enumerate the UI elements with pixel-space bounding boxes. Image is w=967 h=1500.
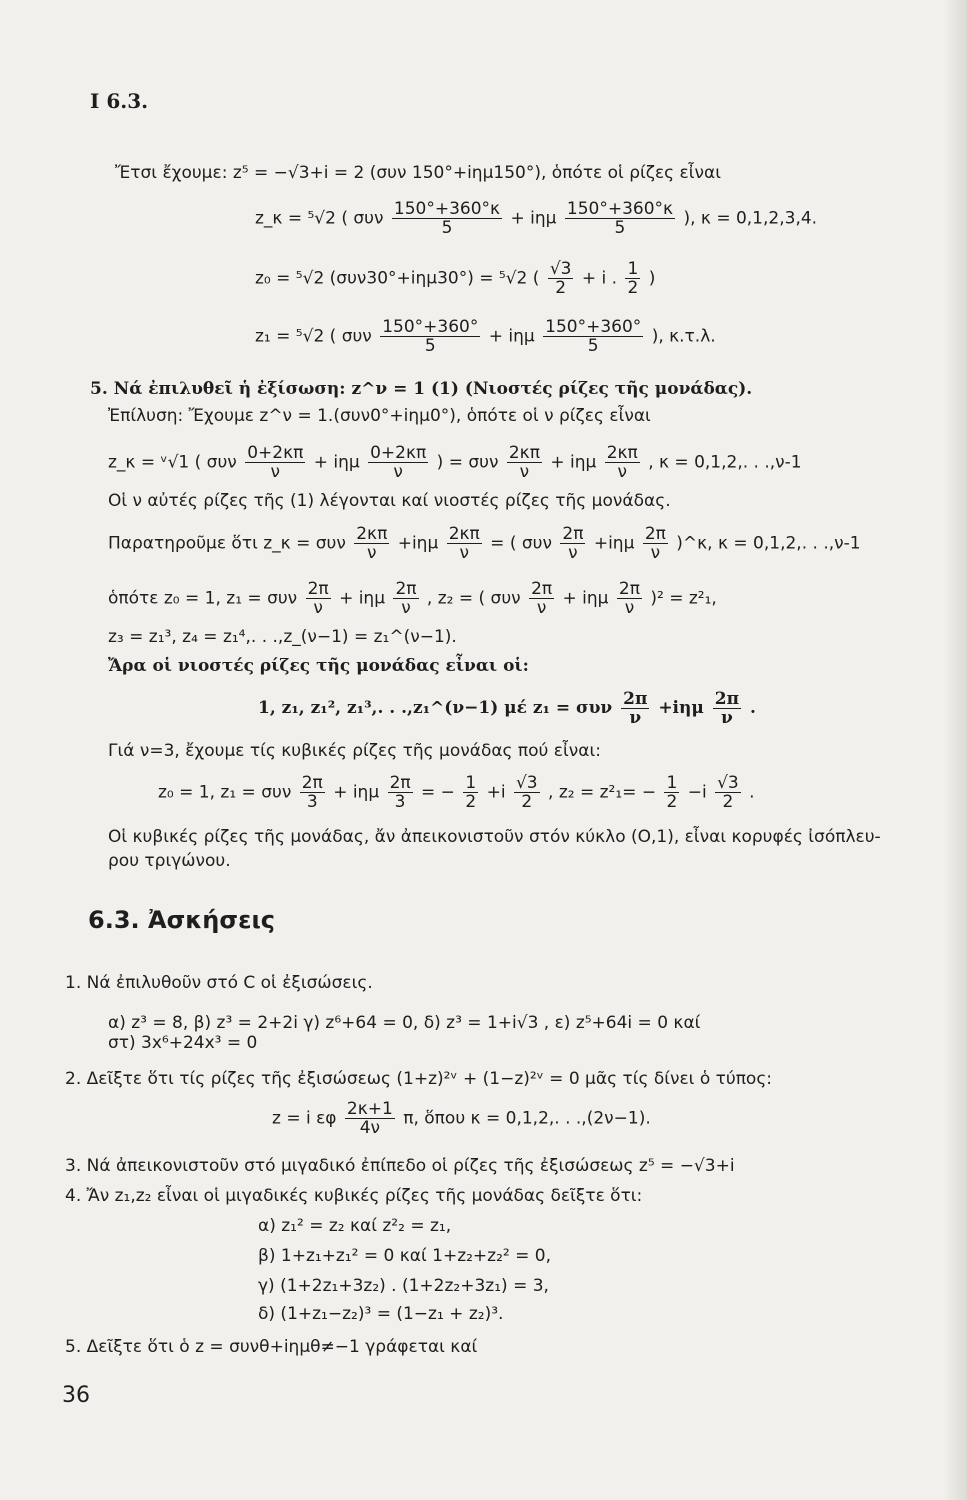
exercises-heading: 6.3. Ἀσκήσεις [88,906,276,934]
exercise-3: 3. Νά ἀπεικονιστοῦν στό μιγαδικό ἐπίπεδο οἱ ρίζες τῆς ἐξισώσεως z⁵ = −√3+i [65,1156,735,1176]
fraction [507,444,542,481]
formula-text: z₀ = 1, z₁ = συν [158,782,292,803]
numerator: √3 [515,773,538,793]
fraction [529,580,554,617]
fraction [625,260,640,297]
numerator: 2π [395,579,417,599]
denominator: 2 [555,278,567,298]
numerator: 1 [465,773,477,793]
numerator: 150°+360°κ [393,199,501,219]
formula-text: + iημ [313,452,360,473]
numerator: 2π [714,689,740,709]
fraction [393,580,418,617]
fraction [368,444,428,481]
triangle-remark-1: Οἱ κυβικές ρίζες τῆς μονάδας, ἄν ἀπεικονιστοῦν στόν κύκλο (Ο,1), εἶναι κορυφές ἰσόπλευ- [108,827,881,847]
formula-text: z₁ = ⁵√2 ( συν [255,326,372,347]
fraction [560,525,585,562]
exercise-1-parts: α) z³ = 8, β) z³ = 2+2i γ) z⁶+64 = 0, δ) z³ = 1+i√3 , ε) z⁵+64i = 0 καί [108,1013,701,1033]
fraction [354,525,389,562]
formula-text: +iημ [397,533,439,554]
formula-text: + iημ [488,326,535,347]
numerator: 2κπ [508,443,540,463]
roots-list [258,690,756,727]
exercise-1-part-st: στ) 3x⁶+24x³ = 0 [108,1033,258,1053]
formula-text: , z₂ = ( συν [426,588,521,609]
fraction [715,774,741,811]
formula-text: )^κ, κ = 0,1,2,. . .,ν-1 [676,533,861,554]
fraction [664,774,679,811]
denominator: ν [401,598,411,618]
numerator: 2π [644,524,666,544]
formula-text: + iημ [333,782,380,803]
exercise-4-c: γ) (1+2z₁+3z₂) . (1+2z₂+3z₁) = 3, [258,1276,549,1296]
exercise-4: 4. Ἄν z₁,z₂ εἶναι οἱ μιγαδικές κυβικές ρίζες τῆς μονάδας δεῖξτε ὅτι: [65,1186,643,1206]
denominator: ν [367,543,377,563]
formula-text: z_κ = ⁵√2 ( συν [255,208,384,229]
example-formula-z1 [255,318,716,355]
denominator: 5 [441,218,453,238]
denominator: ν [568,543,578,563]
denominator: 3 [394,792,406,812]
fraction [543,318,643,355]
exercise-4-d: δ) (1+z₁−z₂)³ = (1−z₁ + z₂)³. [258,1304,504,1324]
observation-formula [108,525,861,562]
exercise-2: 2. Δεῖξτε ὅτι τίς ρίζες τῆς ἐξισώσεως (1+z)²ᵛ + (1−z)²ᵛ = 0 μᾶς τίς δίνει ὁ τύπος: [65,1069,773,1089]
formula-text: )² = z²₁, [650,588,717,609]
denominator: 2 [465,792,477,812]
denominator: 3 [306,792,318,812]
denominator: ν [459,543,469,563]
formula-text: +i [486,782,506,803]
fraction [617,580,642,617]
fraction [605,444,640,481]
powers-formula [108,580,717,617]
fraction [380,318,480,355]
formula-text: + i . [581,268,618,289]
fraction [643,525,668,562]
page-edge-shadow [943,0,967,1500]
cubic-roots-intro: Γιά ν=3, ἔχουμε τίς κυβικές ρίζες τῆς μονάδας πού εἶναι: [108,741,601,761]
formula-text: + iημ [550,452,597,473]
formula-text: 1, z₁, z₁², z₁³,. . .,z₁^(ν−1) μέ z₁ = συν [258,698,613,718]
numerator: 2π [307,579,329,599]
numerator: 150°+360°κ [566,199,674,219]
problem-5-solution: Ἐπίλυση: Ἔχουμε z^ν = 1.(συν0°+iημ0°), ὁπότε οἱ ν ρίζες εἶναι [108,406,651,426]
fraction [548,260,574,297]
fraction [463,774,478,811]
formula-text: z_κ = ᵛ√1 ( συν [108,452,237,473]
formula-text: +iημ [593,533,635,554]
cubic-roots-formula [158,774,755,811]
numerator: 2π [389,773,411,793]
numerator: 2κ+1 [346,1099,393,1119]
numerator: 2π [623,689,648,709]
example-line-1: Ἔτσι ἔχουμε: z⁵ = −√3+i = 2 (συν 150°+iημ150°), ὁπότε οἱ ρίζες εἶναι [115,163,721,183]
exercise-4-a: α) z₁² = z₂ καί z²₂ = z₁, [258,1216,452,1236]
formula-text: + iημ [339,588,386,609]
numerator: √3 [549,259,572,279]
formula-text: + iημ [510,208,557,229]
formula-text: ) = συν [436,452,499,473]
fraction [713,690,741,727]
denominator: 4ν [359,1118,381,1138]
denominator: 5 [614,218,626,238]
fraction [388,774,413,811]
denominator: ν [313,598,323,618]
denominator: 2 [666,792,678,812]
denominator: ν [617,462,627,482]
fraction [392,200,502,237]
numerator: 2κπ [606,443,638,463]
fraction [514,774,540,811]
formula-text: . [749,782,755,803]
example-formula-zk [255,200,817,237]
formula-text: ), κ.τ.λ. [651,326,716,347]
numerator: 2π [618,579,640,599]
exercise-4-b: β) 1+z₁+z₁² = 0 καί 1+z₂+z₂² = 0, [258,1246,552,1266]
formula-text: + iημ [562,588,609,609]
problem-5-title: 5. Νά ἐπιλυθεῖ ἡ ἐξίσωση: z^ν = 1 (1) (Νιοστές ρίζες τῆς μονάδας). [90,379,753,399]
denominator: 2 [627,278,639,298]
numerator: 2κπ [448,524,480,544]
numerator: 1 [666,773,678,793]
denominator: ν [393,462,403,482]
formula-text: , κ = 0,1,2,. . .,ν-1 [648,452,802,473]
denominator: 2 [722,792,734,812]
formula-text: −i [687,782,707,803]
page-number: 36 [62,1383,90,1408]
formula-text: z = i εφ [272,1108,337,1129]
numerator: 150°+360° [545,317,642,337]
denominator: ν [536,598,547,618]
example-formula-z0 [255,260,655,297]
formula-text: ὁπότε z₀ = 1, z₁ = συν [108,588,298,609]
denominator: 5 [424,336,436,356]
numerator: 2π [531,579,553,599]
denominator: 2 [521,792,533,812]
denominator: ν [650,543,661,563]
formula-text: ) [648,268,656,289]
higher-powers: z₃ = z₁³, z₄ = z₁⁴,. . .,z_(ν−1) = z₁^(ν−1). [108,627,457,647]
denominator: ν [270,462,280,482]
fraction [245,444,305,481]
denominator: ν [629,708,642,728]
exercise-2-formula [272,1100,651,1137]
denominator: 5 [587,336,599,356]
formula-text: = ( συν [490,533,552,554]
numerator: 0+2κπ [247,443,304,463]
formula-text: . [749,698,756,718]
numerator: 150°+360° [382,317,479,337]
triangle-remark-2: ρου τριγώνου. [108,851,231,871]
fraction [306,580,331,617]
formula-text: Παρατηροῦμε ὅτι z_κ = συν [108,533,346,554]
numerator: 2π [562,524,584,544]
numerator: 2κπ [356,524,388,544]
denominator: ν [624,598,635,618]
fraction [621,690,649,727]
formula-text: , z₂ = z²₁= − [548,782,657,803]
formula-text: π, ὅπου κ = 0,1,2,. . .,(2ν−1). [403,1108,651,1129]
formula-text: ), κ = 0,1,2,3,4. [683,208,818,229]
formula-text: z₀ = ⁵√2 (συν30°+iημ30°) = ⁵√2 ( [255,268,540,289]
exercise-5: 5. Δεῖξτε ὅτι ὁ z = συνθ+iημθ≠−1 γράφεται καί [65,1337,478,1357]
numerator: 1 [627,259,639,279]
page-header: Ι 6.3. [90,89,149,113]
nth-roots-definition: Οἱ ν αὐτές ρίζες τῆς (1) λέγονται καί νιοστές ρίζες τῆς μονάδας. [108,491,671,511]
roots-formula [108,444,802,481]
exercise-1: 1. Νά ἐπιλυθοῦν στό C οἱ ἐξισώσεις. [65,973,373,993]
fraction [345,1100,395,1137]
fraction [300,774,325,811]
formula-text: = − [421,782,455,803]
roots-conclusion: Ἄρα οἱ νιοστές ρίζες τῆς μονάδας εἶναι οἱ: [108,656,529,676]
numerator: 0+2κπ [370,443,427,463]
numerator: √3 [717,773,739,793]
fraction [447,525,482,562]
fraction [565,200,675,237]
formula-text: +iημ [658,698,704,718]
denominator: ν [720,708,733,728]
numerator: 2π [301,773,323,793]
denominator: ν [519,462,530,482]
